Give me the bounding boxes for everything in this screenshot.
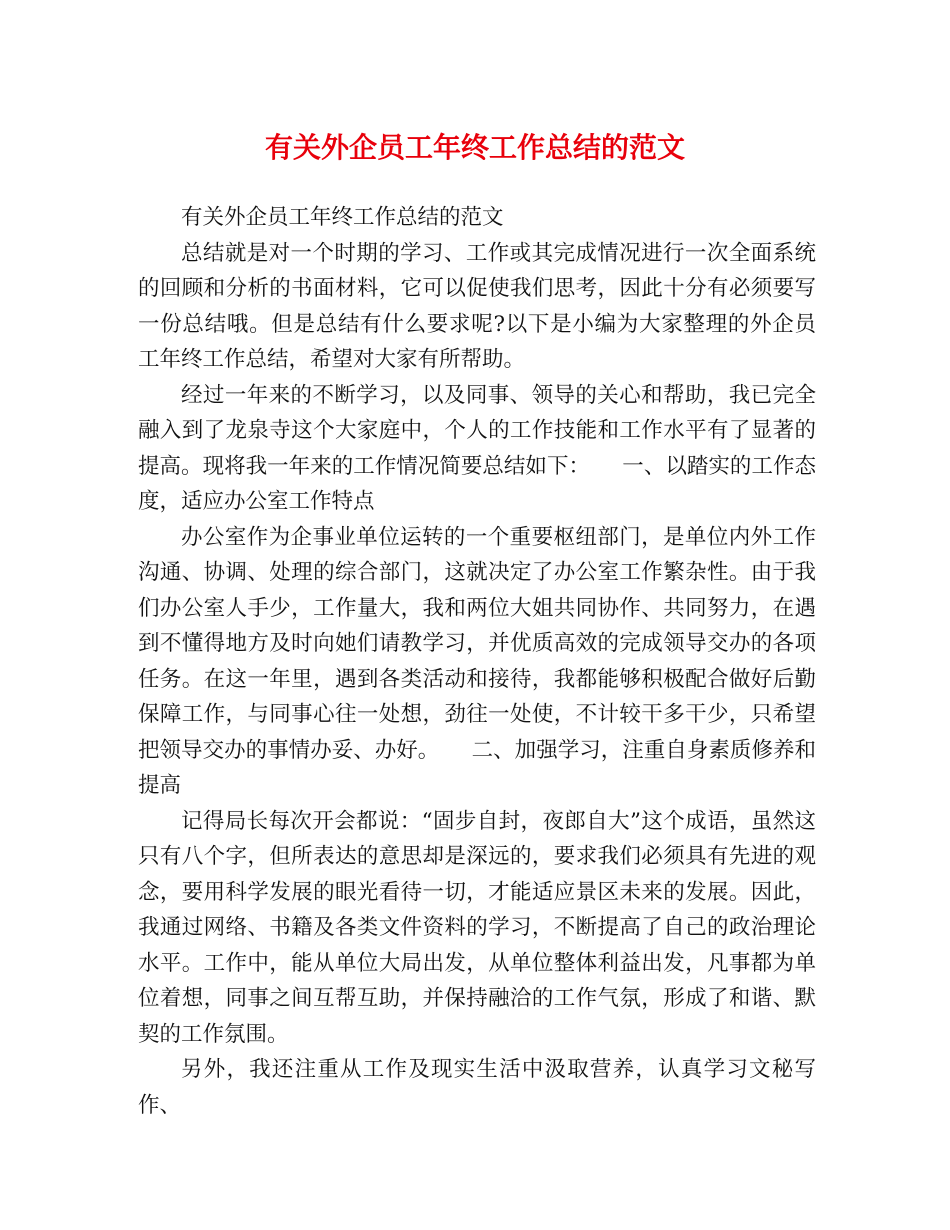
document-title: 有关外企员工年终工作总结的范文 bbox=[264, 131, 685, 164]
paragraph-office-work: 办公室作为企事业单位运转的一个重要枢纽部门，是单位内外工作沟通、协调、处理的综合部门，这就决定了办公室工作繁杂性。由于我们办公室人手少，工作量大，我和两位大姐共同协作、共同努力，在遇到不懂得地方及时向她们请教学习，并优质高效的完成领导交办的各项任务。在这一年里，遇到各类活动和接待，我都能够积极配合做好后勤保障工作，与同事心往一处想，劲往一处使，不计较干多干少，只希望把领导交办的事情办妥、办好。 二、加强学习，注重自身素质修养和提高 bbox=[138, 524, 816, 798]
paragraph-intro: 总结就是对一个时期的学习、工作或其完成情况进行一次全面系统的回顾和分析的书面材料，它可以促使我们思考，因此十分有必须要写一份总结哦。但是总结有什么要求呢?以下是小编为大家整理的外企员工年终工作总结，希望对大家有所帮助。 bbox=[138, 240, 816, 372]
paragraph-learning: 记得局长每次开会都说：“固步自封，夜郎自大”这个成语，虽然这只有八个字，但所表达的意思却是深远的，要求我们必须具有先进的观念，要用科学发展的眼光看待一切，才能适应景区未来的发展。因此，我通过网络、书籍及各类文件资料的学习，不断提高了自己的政治理论水平。工作中，能从单位大局出发，从单位整体利益出发，凡事都为单位着想，同事之间互帮互助，并保持融洽的工作气氛，形成了和谐、默契的工作氛围。 bbox=[138, 808, 816, 1047]
document-body bbox=[138, 200, 816, 1123]
paragraph-overview: 经过一年来的不断学习，以及同事、领导的关心和帮助，我已完全融入到了龙泉寺这个大家庭中，个人的工作技能和工作水平有了显著的提高。现将我一年来的工作情况简要总结如下： 一、以踏实的工作态度，适应办公室工作特点 bbox=[138, 382, 816, 514]
paragraph-subtitle: 有关外企员工年终工作总结的范文 bbox=[181, 205, 504, 230]
paragraph-additional: 另外，我还注重从工作及现实生活中汲取营养，认真学习文秘写作、 bbox=[138, 1057, 816, 1118]
